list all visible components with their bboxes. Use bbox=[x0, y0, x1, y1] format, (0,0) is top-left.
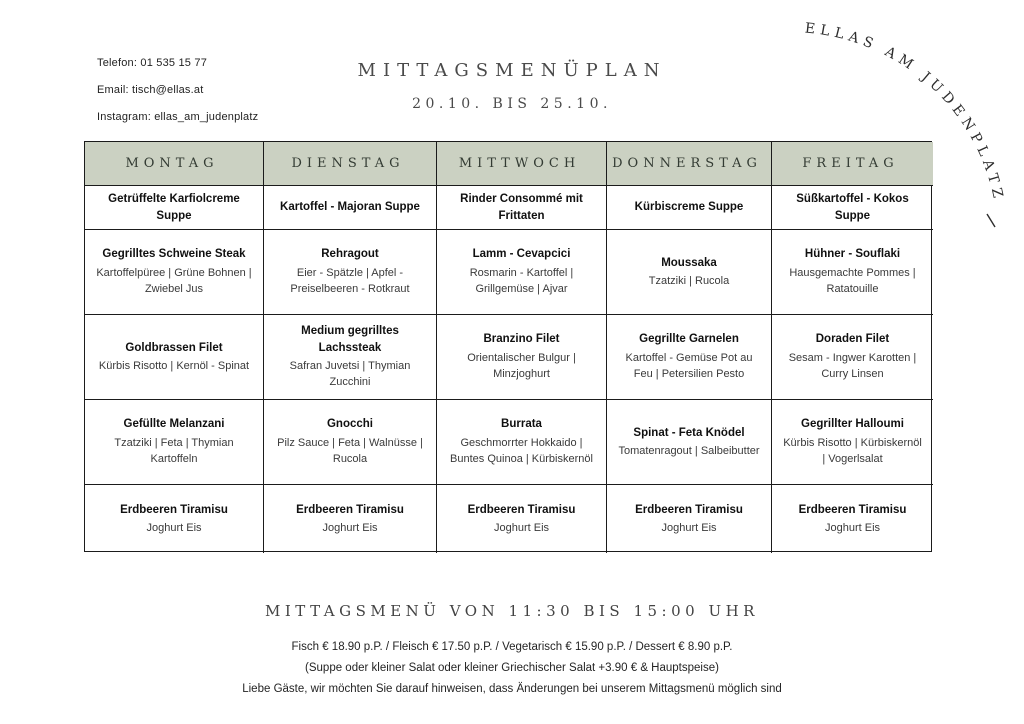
menu-cell-dessert-freitag bbox=[772, 485, 933, 553]
menu-cell-haupt1-donnerstag bbox=[607, 230, 772, 315]
menu-cell-dessert-montag bbox=[85, 485, 264, 553]
menu-cell-suppe-mittwoch bbox=[437, 186, 607, 230]
dish-title: Burrata bbox=[501, 418, 542, 431]
page-title: MITTAGSMENÜPLAN bbox=[357, 60, 667, 81]
menu-cell-haupt2-freitag bbox=[772, 315, 933, 400]
dish-title: Lamm - Cevapcici bbox=[472, 248, 571, 261]
dish-title: Medium gegrilltes Lachssteak bbox=[301, 325, 399, 354]
dish-sides: Rosmarin - Kartoffel | Grillgemüse | Ajvar bbox=[469, 266, 574, 296]
dish-title: Spinat - Feta Knödel bbox=[633, 426, 745, 439]
menu-cell-dessert-donnerstag bbox=[607, 485, 772, 553]
includes-line: (Suppe oder kleiner Salat oder kleiner Griechischer Salat +3.90 € & Hauptspeise) bbox=[305, 662, 719, 674]
menu-cell-haupt1-montag bbox=[85, 230, 264, 315]
dish-title: Branzino Filet bbox=[483, 333, 560, 346]
dish-sides: Joghurt Eis bbox=[322, 521, 378, 534]
menu-cell-haupt3-dienstag bbox=[264, 400, 437, 485]
dish-title: Doraden Filet bbox=[815, 333, 890, 346]
dish-title: Gegrillter Halloumi bbox=[801, 418, 904, 431]
weekly-menu-table bbox=[84, 141, 932, 552]
dish-title: Moussaka bbox=[661, 256, 717, 269]
dish-sides: Joghurt Eis bbox=[824, 521, 881, 534]
dish-sides: Hausgemachte Pommes | Ratatouille bbox=[789, 266, 916, 296]
dish-title: Kartoffel - Majoran Suppe bbox=[280, 201, 420, 214]
dish-title: Süßkartoffel - Kokos Suppe bbox=[796, 193, 909, 222]
dish-sides: Tomatenragout | Salbeibutter bbox=[618, 444, 760, 457]
dish-sides: Eier - Spätzle | Apfel - Preiselbeeren - Rotkraut bbox=[290, 266, 410, 296]
dish-sides: Joghurt Eis bbox=[493, 521, 550, 534]
dish-title: Erdbeeren Tiramisu bbox=[798, 503, 907, 516]
dish-title: Gnocchi bbox=[326, 418, 373, 431]
menu-cell-suppe-freitag bbox=[772, 186, 933, 230]
menu-cell-haupt3-donnerstag bbox=[607, 400, 772, 485]
dish-title: Erdbeeren Tiramisu bbox=[296, 503, 404, 516]
dish-title: Erdbeeren Tiramisu bbox=[635, 503, 743, 516]
day-header-montag: MONTAG bbox=[85, 142, 264, 186]
dish-title: Getrüffelte Karfiolcreme Suppe bbox=[108, 193, 240, 222]
dish-title: Gegrillte Garnelen bbox=[639, 333, 739, 346]
dish-title: Kürbiscreme Suppe bbox=[634, 201, 744, 214]
menu-cell-haupt3-freitag bbox=[772, 400, 933, 485]
menu-cell-suppe-donnerstag bbox=[607, 186, 772, 230]
dish-sides: Kartoffelpüree | Grüne Bohnen | Zwiebel Jus bbox=[96, 266, 252, 296]
dish-sides: Pilz Sauce | Feta | Walnüsse | Rucola bbox=[277, 436, 423, 466]
menu-cell-haupt1-mittwoch bbox=[437, 230, 607, 315]
dish-title: Hühner - Souflaki bbox=[804, 248, 901, 261]
dish-sides: Joghurt Eis bbox=[661, 521, 717, 534]
menu-cell-haupt1-dienstag bbox=[264, 230, 437, 315]
menu-cell-haupt3-mittwoch bbox=[437, 400, 607, 485]
menu-cell-haupt2-dienstag bbox=[264, 315, 437, 400]
contact-instagram: Instagram: ellas_am_judenplatz bbox=[97, 111, 259, 123]
prices-line: Fisch € 18.90 p.P. / Fleisch € 17.50 p.P. / Vegetarisch € 15.90 p.P. / Dessert € 8.90 p.P. bbox=[291, 641, 733, 653]
dish-sides: Orientalischer Bulgur | Minzjoghurt bbox=[467, 351, 576, 381]
contact-phone: Telefon: 01 535 15 77 bbox=[97, 57, 208, 69]
date-range: 20.10. BIS 25.10. bbox=[412, 96, 612, 112]
change-notice: Liebe Gäste, wir möchten Sie darauf hinweisen, dass Änderungen bei unserem Mittagsmenü möglich sind bbox=[242, 683, 782, 695]
dish-sides: Safran Juvetsi | Thymian Zucchini bbox=[289, 359, 411, 389]
day-header-freitag: FREITAG bbox=[772, 142, 933, 186]
dish-title: Rinder Consommé mit Frittaten bbox=[460, 193, 583, 222]
dish-sides: Sesam - Ingwer Karotten | Curry Linsen bbox=[788, 351, 917, 381]
dish-title: Gefüllte Melanzani bbox=[123, 418, 225, 431]
dish-sides: Tzatziki | Feta | Thymian Kartoffeln bbox=[114, 436, 234, 466]
dish-title: Erdbeeren Tiramisu bbox=[467, 503, 576, 516]
dish-sides: Kürbis Risotto | Kürbiskernöl | Vogerlsalat bbox=[783, 436, 922, 466]
dish-title: Goldbrassen Filet bbox=[125, 341, 223, 354]
dish-sides: Tzatziki | Rucola bbox=[648, 274, 730, 287]
menu-cell-haupt2-mittwoch bbox=[437, 315, 607, 400]
day-header-dienstag: DIENSTAG bbox=[264, 142, 437, 186]
logo-dash-decoration bbox=[987, 214, 995, 227]
dish-sides: Kürbis Risotto | Kernöl - Spinat bbox=[98, 359, 250, 372]
contact-email: Email: tisch@ellas.at bbox=[97, 84, 204, 96]
lunch-hours: MITTAGSMENÜ VON 11:30 BIS 15:00 UHR bbox=[265, 602, 759, 620]
menu-cell-suppe-dienstag bbox=[264, 186, 437, 230]
dish-sides: Kartoffel - Gemüse Pot au Feu | Petersilien Pesto bbox=[625, 351, 753, 381]
dish-title: Erdbeeren Tiramisu bbox=[120, 503, 228, 516]
day-header-donnerstag: DONNERSTAG bbox=[607, 142, 772, 186]
contact-block bbox=[97, 58, 258, 139]
menu-cell-dessert-mittwoch bbox=[437, 485, 607, 553]
menu-cell-haupt3-montag bbox=[85, 400, 264, 485]
menu-cell-dessert-dienstag bbox=[264, 485, 437, 553]
dish-title: Rehragout bbox=[321, 248, 379, 261]
dish-sides: Joghurt Eis bbox=[146, 521, 202, 534]
menu-cell-haupt2-montag bbox=[85, 315, 264, 400]
menu-cell-suppe-montag bbox=[85, 186, 264, 230]
menu-cell-haupt2-donnerstag bbox=[607, 315, 772, 400]
day-header-mittwoch: MITTWOCH bbox=[437, 142, 607, 186]
dish-sides: Geschmorrter Hokkaido | Buntes Quinoa | Kürbiskernöl bbox=[450, 436, 593, 466]
menu-cell-haupt1-freitag bbox=[772, 230, 933, 315]
dish-title: Gegrilltes Schweine Steak bbox=[102, 248, 246, 261]
logo-arc-text: ELLAS AM JUDENPLATZ bbox=[804, 20, 1007, 205]
